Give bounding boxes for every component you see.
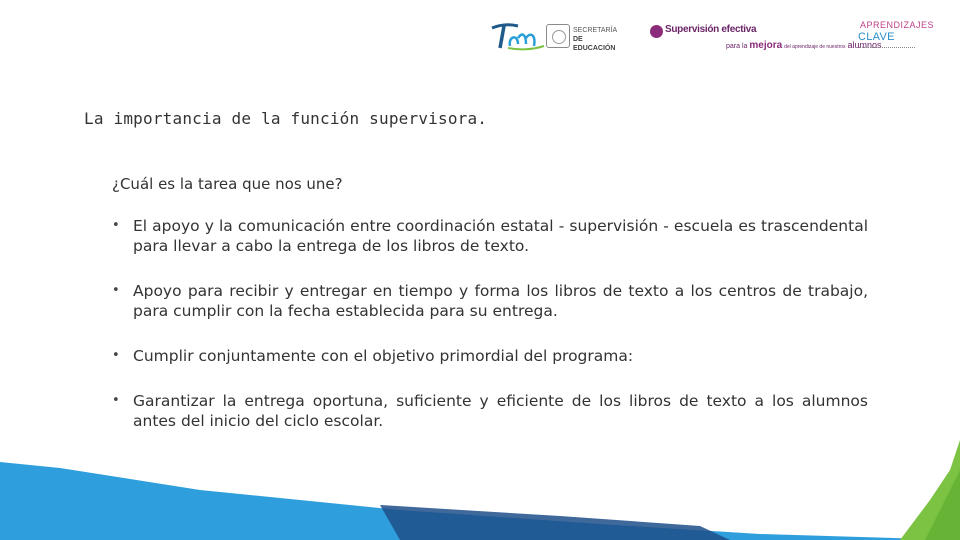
- bullet-list: [112, 216, 868, 456]
- slide-question: ¿Cuál es la tarea que nos une?: [112, 175, 343, 193]
- bullet-icon: •: [112, 348, 120, 363]
- clave-text: CLAVE: [858, 31, 895, 43]
- bullet-icon: •: [112, 393, 120, 408]
- bullet-icon: •: [112, 283, 120, 298]
- list-item: • Cumplir conjuntamente con el objetivo primordial del programa:: [112, 347, 634, 365]
- header-logos: [480, 18, 950, 60]
- logo-underline: [859, 47, 915, 50]
- tam-logo: [488, 20, 550, 54]
- slide-title: La importancia de la función supervisora.: [84, 109, 488, 128]
- supervision-title: Supervisión efectiva: [665, 24, 757, 35]
- bullet-icon: •: [112, 218, 120, 233]
- aprendizajes-clave-logo: [858, 20, 948, 58]
- list-item: • El apoyo y la comunicación entre coordinación estatal - supervisión - escuela es trascendental para llevar a cabo la entrega de los libros de texto.: [112, 217, 868, 255]
- secretaria-line1: SECRETARÍA: [573, 27, 618, 34]
- supervision-subtitle: para la mejora del aprendizaje de nuestros alumnos: [726, 40, 882, 51]
- list-item: • Apoyo para recibir y entregar en tiempo y forma los libros de texto a los centros de trabajo, para cumplir con la fecha establecida para su entrega.: [112, 282, 868, 320]
- list-item: • Garantizar la entrega oportuna, suficiente y eficiente de los libros de texto a los alumnos antes del inicio del ciclo escolar.: [112, 392, 868, 430]
- supervision-circle-icon: [650, 25, 663, 38]
- secretaria-logo: [546, 22, 626, 52]
- secretaria-line2: DE EDUCACIÓN: [573, 36, 616, 52]
- seal-icon: [546, 24, 570, 48]
- aprendizajes-text: APRENDIZAJES: [860, 20, 935, 30]
